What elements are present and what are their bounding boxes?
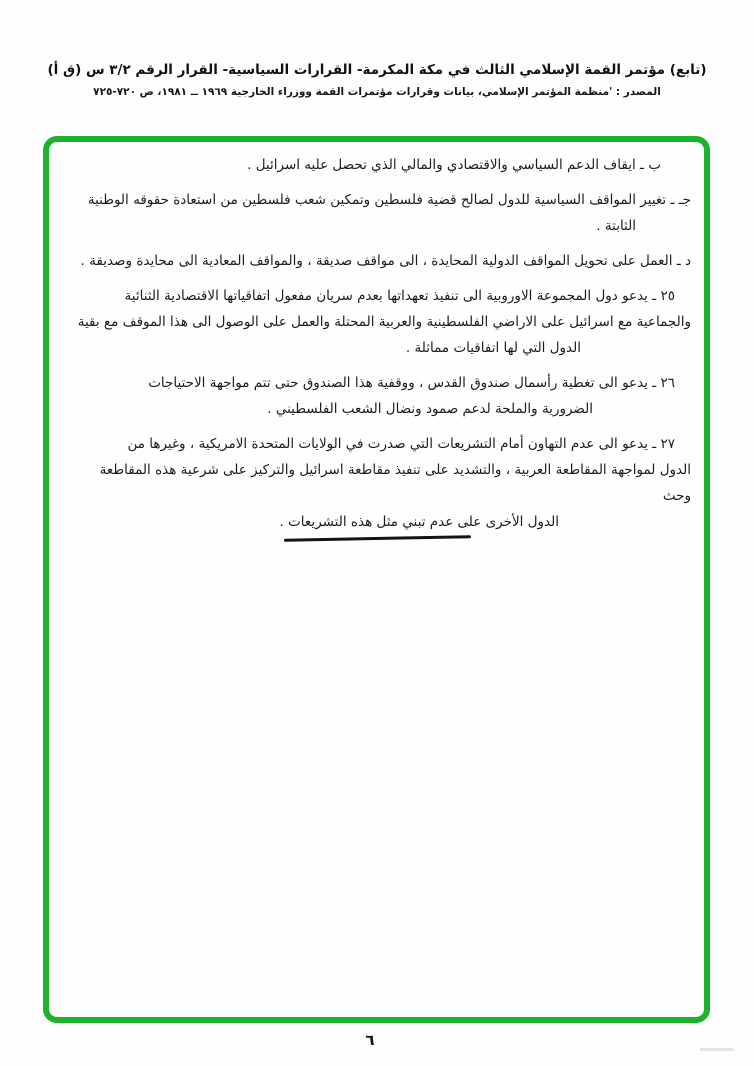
source-citation: المصدر : 'منظمة المؤتمر الإسلامي، بيانات وقرارات مؤتمرات القمة ووزراء الخارجية ١٩٦٩ ــ ١٩٨١، ص ٧٢٠-٧٢٥ (93, 86, 661, 98)
highlight-frame (43, 136, 710, 1023)
text-line: الثابتة . (596, 218, 636, 234)
text-line: جـ ـ تغيير المواقف السياسية للدول لصالح قضية فلسطين وتمكين شعب فلسطين من استعادة حقوقه الوطنية (87, 192, 691, 208)
page-number: ٦ (365, 1031, 375, 1049)
text-line: ٢٥ ـ يدعو دول المجموعة الاوروبية الى تنفيذ تعهداتها بعدم سريان مفعول اتفاقياتها الاقتصادية الثنائية (124, 288, 675, 304)
text-line: ب ـ ايقاف الدعم السياسي والاقتصادي والمالي الذي تحصل عليه اسرائيل . (247, 157, 661, 173)
text-line: الدول الأخرى على عدم تبني مثل هذه التشريعات . (279, 514, 559, 530)
resolution-paragraph (74, 187, 691, 239)
scan-noise-mark (700, 1048, 734, 1051)
resolutions-text (74, 152, 691, 544)
text-line: والجماعية مع اسرائيل على الاراضي الفلسطينية والعربية المحتلة والعمل على الوصول الى هذا الموقف مع بقية (77, 314, 691, 330)
page-header (40, 60, 714, 100)
resolution-paragraph (74, 431, 691, 535)
text-line: الدول التي لها اتفاقيات مماثلة . (405, 340, 581, 356)
resolution-paragraph (74, 152, 691, 178)
text-line: د ـ العمل على تحويل المواقف الدولية المحايدة ، الى مواقف صديقة ، والمواقف المعادية الى محايدة وصديقة . (80, 253, 691, 269)
text-line: الدول لمواجهة المقاطعة العربية ، والتشديد على تنفيذ مقاطعة اسرائيل والتركيز على شرعية هذه المقاطعة وحث (99, 462, 691, 504)
resolution-paragraph (74, 370, 691, 422)
text-line: ٢٧ ـ يدعو الى عدم التهاون أمام التشريعات التي صدرت في الولايات المتحدة الامريكية ، وغيرها من (127, 436, 675, 452)
resolution-paragraph (74, 283, 691, 361)
resolution-paragraph (74, 248, 691, 274)
text-line: ٢٦ ـ يدعو الى تغطية رأسمال صندوق القدس ، ووقفية هذا الصندوق حتى تتم مواجهة الاحتياجات (148, 375, 675, 391)
document-title: (تابع) مؤتمر القمة الإسلامي الثالث في مكة المكرمة- القرارات السياسية- القرار الرقم ٣/٢ س (ق أ) (47, 62, 707, 78)
text-line: الضرورية والملحة لدعم صمود ونضال الشعب الفلسطيني . (267, 401, 593, 417)
